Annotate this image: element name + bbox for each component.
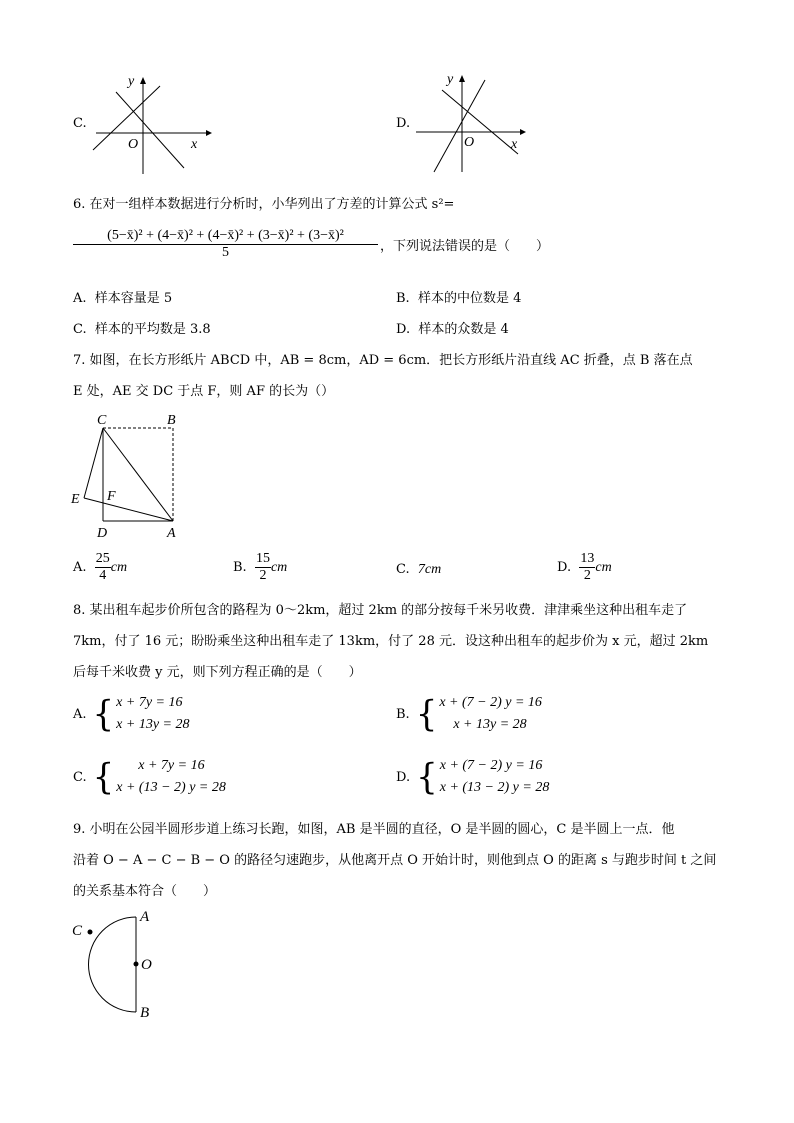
q8-option-a: A. { x + 7y = 16 x + 13y = 28 (73, 693, 190, 735)
q6-formula (73, 228, 549, 261)
q6-option-d: D. 样本的众数是 4 (396, 322, 509, 337)
q8-line-3: 后每千米收费 y 元，则下列方程正确的是（ ） (73, 665, 362, 680)
q6-tail: ，下列说法错误的是（ ） (380, 239, 550, 254)
q7-label-b: B (167, 413, 176, 428)
q7-label-d: D (97, 526, 108, 541)
q7-option-b: B. $\frac{15}{2}$ cm (233, 551, 288, 583)
q9-line-3: 的关系基本符合（ ） (73, 884, 217, 899)
q7-option-c: C. 7cm (396, 562, 442, 577)
q5c-y-label: y (128, 74, 135, 89)
q5d-y-label: y (447, 72, 454, 87)
q9-label-a: A (140, 909, 150, 925)
q9-line-1: 9. 小明在公园半圆形步道上练习长跑，如图，AB 是半圆的直径，O 是半圆的圆心，C 是半圆上一点．他 (73, 822, 675, 837)
q8-line-2: 7km，付了 16 元；盼盼乘坐这种出租车走了 13km，付了 28 元．设这种出租车的起步价为 x 元，超过 2km (73, 634, 709, 649)
q8-option-c: C. { x + 7y = 16 x + (13 − 2) y = 28 (73, 756, 226, 798)
q8-option-d: D. { x + (7 − 2) y = 16 x + (13 − 2) y = 28 (396, 756, 550, 798)
q7-figure (66, 408, 196, 544)
q5-option-c-graph (88, 70, 213, 180)
q6-option-a: A. 样本容量是 5 (73, 291, 173, 306)
q9-label-o: O (141, 957, 152, 973)
q5-option-d-graph (412, 68, 532, 178)
q5d-origin-label: O (464, 135, 475, 150)
q7-label-c: C (97, 413, 107, 428)
q9-label-c: C (72, 923, 83, 939)
q6-option-c: C. 样本的平均数是 3.8 (73, 322, 211, 337)
q8-option-b: B. { x + (7 − 2) y = 16 x + 13y = 28 (396, 693, 542, 735)
q6-fraction (73, 228, 378, 261)
q7-label-f: F (107, 489, 116, 504)
q9-line-2: 沿着 O − A − C − B − O 的路径匀速跑步，从他离开点 O 开始计时，则他到点 O 的距离 s 与跑步时间 t 之间 (73, 853, 717, 868)
q8-line-1: 8. 某出租车起步价所包含的路程为 0～2km，超过 2km 的部分按每千米另收费．津津乘坐这种出租车走了 (73, 603, 688, 618)
q7-option-a: A. $\frac{25}{4}$ cm (73, 551, 128, 583)
q5c-origin-label: O (128, 137, 139, 152)
q7-line-2: E 处，AE 交 DC 于点 F，则 AF 的长为（） (73, 384, 335, 399)
q7-option-d: D. $\frac{13}{2}$ cm (557, 551, 612, 583)
q7-label-a: A (167, 526, 176, 541)
q7-line-1: 7. 如图，在长方形纸片 ABCD 中，AB = 8cm，AD = 6cm．把长方形纸片沿直线 AC 折叠，点 B 落在点 (73, 353, 693, 368)
q6-stem: 6. 在对一组样本数据进行分析时，小华列出了方差的计算公式 s²= (73, 197, 455, 212)
q5c-x-label: x (191, 137, 198, 152)
q7-label-e: E (71, 492, 80, 507)
q5-option-d-label: D. (396, 116, 411, 131)
q6-numerator: (5−x̄)² + (4−x̄)² + (4−x̄)² + (3−x̄)² + (3−x̄)² (73, 228, 378, 245)
q9-figure (66, 905, 166, 1025)
q6-denominator: 5 (222, 245, 229, 260)
q5-option-c-label: C. (73, 116, 87, 131)
q6-option-b: B. 样本的中位数是 4 (396, 291, 522, 306)
q5d-x-label: x (511, 137, 518, 152)
q9-label-b: B (140, 1005, 150, 1021)
